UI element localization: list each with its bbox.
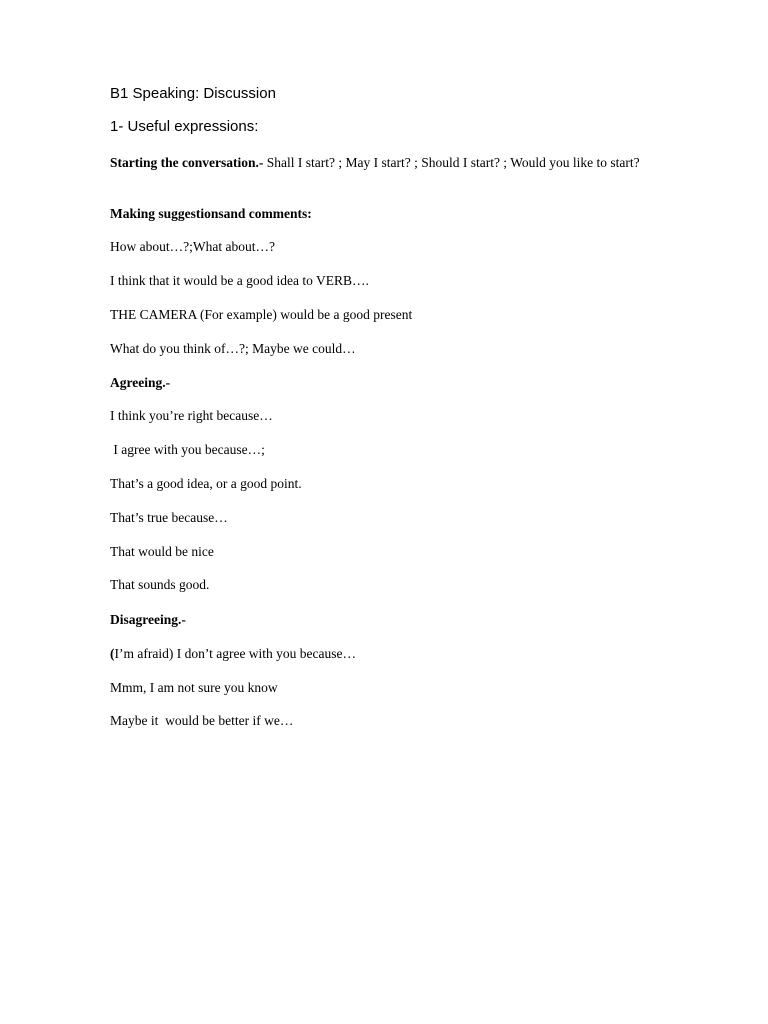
disagreeing-heading: Disagreeing.- [110, 612, 186, 627]
agreeing-line: I think you’re right because… [110, 408, 273, 423]
suggestion-line: I think that it would be a good idea to VERB…. [110, 273, 369, 288]
starting-text: Shall I start? ; May I start? ; Should I start? ; Would you like to start? [263, 155, 640, 170]
document-title: B1 Speaking: Discussion [110, 85, 276, 102]
disagreeing-line: Mmm, I am not sure you know [110, 680, 278, 695]
suggestion-line: What do you think of…?; Maybe we could… [110, 341, 356, 356]
suggestion-line: THE CAMERA (For example) would be a good present [110, 307, 413, 322]
agreeing-line: That’s a good idea, or a good point. [110, 476, 302, 491]
suggestion-line: How about…?;What about…? [110, 239, 275, 254]
agreeing-line: That’s true because… [110, 510, 228, 525]
agreeing-line: That would be nice [110, 544, 214, 559]
disagreeing-open-paren: ( [110, 646, 115, 661]
agreeing-line: I agree with you because…; [110, 442, 265, 457]
disagreeing-line [110, 645, 650, 662]
disagreeing-line: Maybe it would be better if we… [110, 713, 294, 728]
section-subtitle: 1- Useful expressions: [110, 118, 259, 135]
agreeing-heading: Agreeing.- [110, 375, 171, 390]
agreeing-line: That sounds good. [110, 577, 210, 592]
starting-heading: Starting the conversation.- [110, 155, 264, 170]
starting-paragraph [110, 154, 650, 171]
suggestions-heading: Making suggestionsand comments: [110, 206, 312, 221]
disagreeing-line-text: I’m afraid) I don’t agree with you because… [114, 646, 357, 661]
